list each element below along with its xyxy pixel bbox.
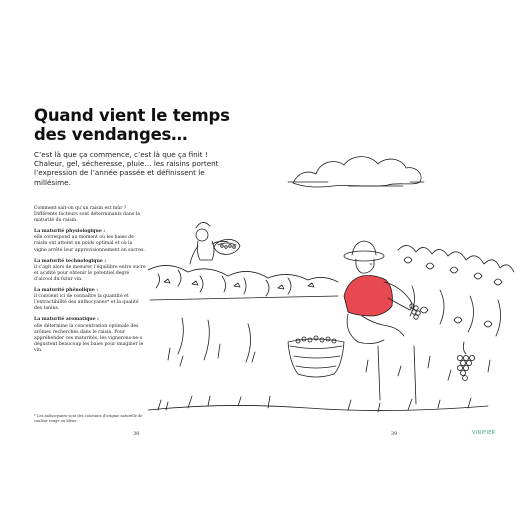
section-phenolique [34, 288, 146, 312]
section-label: VINIFIER [472, 431, 496, 436]
section-term: La maturité technologique : [34, 258, 107, 264]
harvest-basket-icon [288, 336, 344, 377]
section-aromatique [34, 317, 146, 354]
footnote: * Les anthocyanes sont des colorants d’origine naturelle de couleur rouge ou bleue. [34, 414, 143, 423]
section-term: La maturité phénolique : [34, 288, 99, 294]
section-term: La maturité physiologique : [34, 229, 106, 235]
section-text: elle détermine la concentration optimale des arômes recherchés dans le raisin. Pour appréhender ces maturités, les vignerons·ne·s dégustent beaucoup les baies pour imaginer le vin. [34, 323, 144, 353]
vineyard-illustration [148, 110, 518, 425]
section-technologique [34, 259, 146, 283]
section-term: La maturité aromatique : [34, 317, 99, 323]
opening-paragraph: Comment sait-on qu’un raisin est mûr ? Différents facteurs sont déterminants dans la maturité du raisin. [34, 206, 140, 224]
section-text: il s’agit alors de mesurer l’équilibre entre sucre et acidité pour obtenir le potentiel degré d’alcool du futur vin. [34, 264, 146, 282]
picker-with-basket-icon [190, 222, 240, 264]
section-text: elle correspond au moment où les baies de raisin ont atteint un poids optimal et où la vigne arrête leur approvisionnement en sucres. [34, 235, 145, 253]
section-text: il convient ici de connaître la quantité et l’extractibilité des anthocyanes* et la qualité des tanins. [34, 294, 139, 312]
cloud-icon [293, 157, 421, 187]
section-physiologique [34, 229, 146, 253]
page-number-right: 39 [391, 431, 398, 437]
grape-bunch-icon [457, 342, 474, 380]
page-number-left: 38 [133, 431, 140, 437]
intro-paragraph: C’est là que ça commence, c’est là que ça finit ! Chaleur, gel, sécheresse, pluie… les raisins portent l’expression de l’année passée et définissent le millésime. [34, 150, 219, 187]
page-title: Quand vient le temps des vendanges… [34, 106, 230, 144]
main-picker-icon [344, 241, 420, 344]
body-text [34, 206, 146, 359]
